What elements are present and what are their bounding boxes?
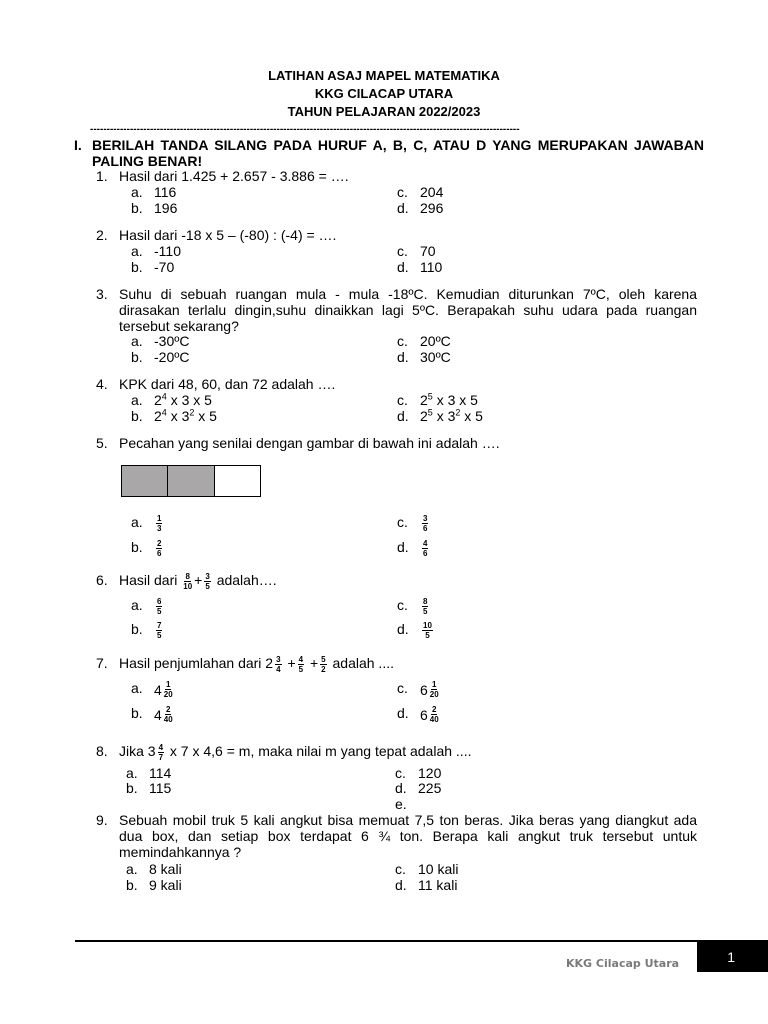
option-label: c. xyxy=(395,765,406,781)
question-number: 5. xyxy=(96,435,108,451)
option-value: -70 xyxy=(154,259,175,275)
option-value: -110 xyxy=(154,243,181,259)
question-text: Hasil penjumlahan dari 2 $\frac{3}{4}$ + $\frac{4}{5}$ + $\frac{5}{2}$ adalah .... xyxy=(119,655,394,674)
option-label: a. xyxy=(131,392,143,408)
option-value: 9 kali xyxy=(149,877,182,893)
option-label: d. xyxy=(397,349,409,365)
option-label: d. xyxy=(395,877,407,893)
shaded-part xyxy=(168,466,214,496)
option-label: d. xyxy=(397,705,409,721)
option-label: c. xyxy=(397,333,408,349)
option-value: 8 kali xyxy=(149,861,182,877)
option-value: 20ºC xyxy=(420,333,451,349)
option-label: c. xyxy=(397,597,408,613)
option-value: $\frac{3}{6}$ xyxy=(423,514,428,533)
question-number: 2. xyxy=(96,227,108,243)
question-number: 7. xyxy=(96,655,108,671)
question-text: Hasil dari -18 x 5 – (-80) : (-4) = …. xyxy=(119,227,337,243)
option-label: a. xyxy=(131,597,143,613)
option-label: c. xyxy=(397,680,408,696)
option-value: $\frac{2}{6}$ xyxy=(157,539,162,558)
option-label: b. xyxy=(131,408,143,424)
option-value: 296 xyxy=(420,200,444,216)
option-label: a. xyxy=(126,765,138,781)
option-label: d. xyxy=(397,200,409,216)
footer-rule xyxy=(75,940,697,942)
option-label: b. xyxy=(126,780,138,796)
question-number: 6. xyxy=(96,572,108,588)
option-label: c. xyxy=(397,184,408,200)
option-value: 6 1 20 xyxy=(420,680,439,699)
page-number-box xyxy=(697,940,768,972)
option-label: d. xyxy=(397,408,409,424)
option-value: $2^5$ x $3^2$ x 5 xyxy=(420,407,483,424)
option-label: c. xyxy=(397,392,408,408)
option-value: 116 xyxy=(154,184,177,200)
option-label: c. xyxy=(397,514,408,530)
option-label: b. xyxy=(131,349,143,365)
option-label: a. xyxy=(126,861,138,877)
option-label: a. xyxy=(131,333,143,349)
option-value: $\frac{1}{3}$ xyxy=(157,514,162,533)
option-value: $2^5$ x 3 x 5 xyxy=(420,391,478,408)
option-value: 225 xyxy=(418,780,442,796)
option-value: 10 kali xyxy=(418,861,459,877)
option-label: a. xyxy=(131,184,143,200)
option-value: $\frac{4}{6}$ xyxy=(423,539,428,558)
option-value: 115 xyxy=(149,780,172,796)
option-value: 30ºC xyxy=(420,349,451,365)
option-value: 6 2 40 xyxy=(420,705,439,724)
option-value: $2^4$ x 3 x 5 xyxy=(154,391,212,408)
section-number: I. xyxy=(74,137,82,153)
option-label: b. xyxy=(126,877,138,893)
question-text: KPK dari 48, 60, dan 72 adalah …. xyxy=(119,376,336,392)
fraction-diagram xyxy=(121,465,261,497)
footer-text: KKG Cilacap Utara xyxy=(566,957,680,970)
question-text: Jika 3 $\frac{4}{7}$ x 7 x 4,6 = m, maka nilai m yang tepat adalah .... xyxy=(119,743,472,762)
option-value: 196 xyxy=(154,200,178,216)
question-text: Pecahan yang senilai dengan gambar di bawah ini adalah …. xyxy=(119,435,500,451)
title-line-1: LATIHAN ASAJ MAPEL MATEMATIKA xyxy=(268,68,500,83)
option-value: 114 xyxy=(149,765,172,781)
question-number: 1. xyxy=(96,168,108,184)
unshaded-part xyxy=(215,466,260,496)
option-value: -30ºC xyxy=(154,333,190,349)
option-label: b. xyxy=(131,259,143,275)
option-label: d. xyxy=(397,259,409,275)
option-value: $\frac{6}{5}$ xyxy=(157,597,162,616)
title-line-2: KKG CILACAP UTARA xyxy=(314,86,454,101)
option-value: 70 xyxy=(420,243,436,259)
question-number: 9. xyxy=(96,812,108,828)
question-text: Hasil dari $\frac{8}{10}$ + $\frac{3}{5}$ adalah…. xyxy=(119,572,277,591)
option-value: 4 2 40 xyxy=(154,705,173,724)
option-label: b. xyxy=(131,621,143,637)
option-label: b. xyxy=(131,200,143,216)
option-value: 204 xyxy=(420,184,444,200)
option-value: $\frac{10}{5}$ xyxy=(423,621,432,640)
option-label: c. xyxy=(397,243,408,259)
option-label: e. xyxy=(395,796,407,812)
option-label: c. xyxy=(395,861,406,877)
question-text: Sebuah mobil truk 5 kali angkut bisa memuat 7,5 ton beras. Jika beras yang diangkut ada dua box, dan setiap box terdapat 6 ¾ ton. Berapa kali angkut truk tersebut untuk memindahkannya ? xyxy=(119,812,697,860)
question-number: 8. xyxy=(96,743,108,759)
option-value: 4 1 20 xyxy=(154,680,173,699)
question-number: 4. xyxy=(96,376,108,392)
option-label: d. xyxy=(397,621,409,637)
option-label: b. xyxy=(131,539,143,555)
question-text: Suhu di sebuah ruangan mula - mula -18ºC. Kemudian diturunkan 7ºC, oleh karena dirasakan terlalu dingin,suhu dinaikkan lagi 5ºC. Berapakah suhu udara pada ruangan tersebut sekarang? xyxy=(119,286,697,334)
shaded-part xyxy=(122,466,168,496)
separator-line: --------------------------------------------------------------------------------------------------------------------------------- xyxy=(90,124,520,135)
title-line-3: TAHUN PELAJARAN 2022/2023 xyxy=(287,104,481,119)
option-value: -20ºC xyxy=(154,349,190,365)
option-label: d. xyxy=(397,539,409,555)
option-value: $\frac{7}{5}$ xyxy=(157,621,162,640)
question-text: Hasil dari 1.425 + 2.657 - 3.886 = …. xyxy=(119,168,349,184)
option-label: a. xyxy=(131,514,143,530)
option-label: a. xyxy=(131,680,143,696)
option-value: 11 kali xyxy=(418,877,458,893)
option-value: 120 xyxy=(418,765,442,781)
page-number: 1 xyxy=(727,949,735,965)
option-label: b. xyxy=(131,705,143,721)
section-text: BERILAH TANDA SILANG PADA HURUF A, B, C, ATAU D YANG MERUPAKAN JAWABAN PALING BENAR! xyxy=(92,137,704,169)
option-label: a. xyxy=(131,243,143,259)
question-number: 3. xyxy=(96,286,108,302)
option-value: $\frac{8}{5}$ xyxy=(423,597,428,616)
option-value: $2^4$ x $3^2$ x 5 xyxy=(154,407,217,424)
option-value: 110 xyxy=(420,259,443,275)
option-label: d. xyxy=(395,780,407,796)
